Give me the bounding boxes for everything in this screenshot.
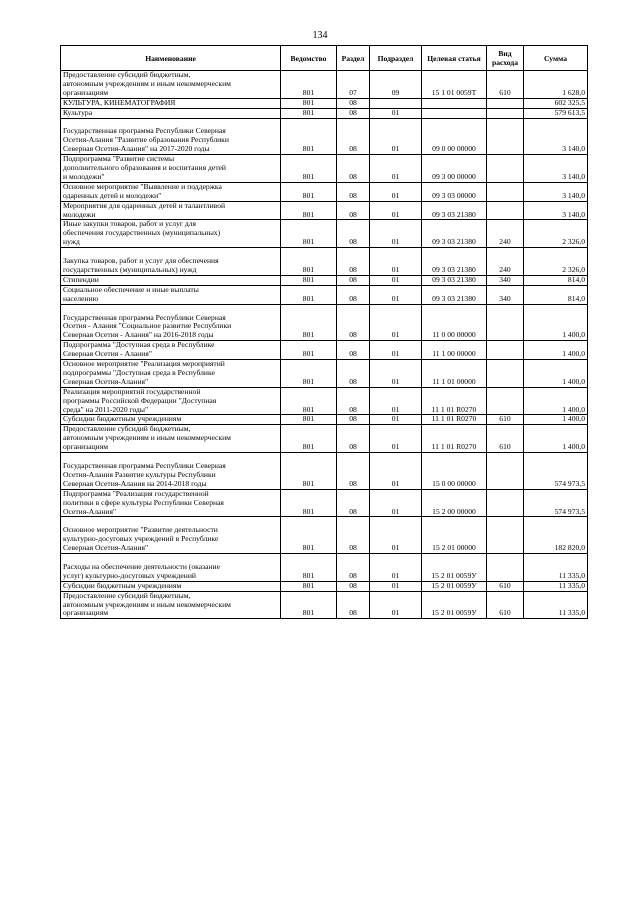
row-podrazdel: 01 [370, 415, 422, 425]
row-celevaya-statya [422, 108, 487, 118]
row-vedomstvo: 801 [281, 182, 337, 201]
row-vid-raskhoda [487, 360, 524, 388]
row-celevaya-statya: 09 3 03 21380 [422, 248, 487, 276]
row-razdel: 08 [337, 489, 370, 517]
row-name-line: Северная Осетия-Алания" [63, 376, 149, 386]
row-celevaya-statya: 11 1 01 R0270 [422, 425, 487, 453]
row-name-line: Предоставление субсидий бюджетным, [63, 424, 191, 434]
row-vid-raskhoda [487, 98, 524, 108]
row-podrazdel: 01 [370, 220, 422, 248]
row-summa: 2 326,0 [524, 248, 588, 276]
page-number: 134 [312, 30, 328, 41]
row-name-line: Мероприятия для одаренных детей и талантливой [63, 201, 226, 210]
row-celevaya-statya: 15 2 00 00000 [422, 489, 487, 517]
row-celevaya-statya: 15 2 01 00000 [422, 517, 487, 554]
table-row [61, 182, 588, 201]
row-podrazdel: 01 [370, 453, 422, 490]
row-name-line: населению [63, 293, 99, 303]
row-vid-raskhoda [487, 341, 524, 360]
row-razdel: 08 [337, 591, 370, 619]
row-razdel: 08 [337, 201, 370, 220]
row-vedomstvo: 801 [281, 453, 337, 490]
row-name-line: государственных (муниципальных) нужд [63, 265, 197, 274]
row-vedomstvo: 801 [281, 425, 337, 453]
row-razdel: 08 [337, 182, 370, 201]
row-vid-raskhoda: 610 [487, 425, 524, 453]
row-name-cell [61, 201, 281, 220]
row-vedomstvo: 801 [281, 98, 337, 108]
row-summa: 3 140,0 [524, 118, 588, 155]
row-vid-raskhoda [487, 489, 524, 517]
row-vid-raskhoda [487, 201, 524, 220]
row-name-line: Реализация мероприятий государственной [63, 387, 201, 396]
budget-table [60, 45, 588, 619]
row-podrazdel: 01 [370, 591, 422, 619]
row-celevaya-statya [422, 98, 487, 108]
row-name-cell [61, 360, 281, 388]
row-name-cell [61, 387, 281, 415]
row-celevaya-statya: 09 3 00 00000 [422, 155, 487, 183]
row-razdel: 08 [337, 285, 370, 304]
row-podrazdel: 01 [370, 275, 422, 285]
row-name-line: КУЛЬТУРА, КИНЕМАТОГРАФИЯ [63, 98, 176, 107]
row-name-line: молодежи [63, 209, 96, 219]
row-vid-raskhoda [487, 182, 524, 201]
table-row [61, 201, 588, 220]
row-name-line: Субсидии бюджетным учреждениям [63, 581, 182, 590]
row-razdel: 08 [337, 387, 370, 415]
row-name-line: одаренных детей и молодежи" [63, 190, 162, 200]
row-summa: 3 140,0 [524, 155, 588, 183]
row-name-cell [61, 341, 281, 360]
row-vedomstvo: 801 [281, 220, 337, 248]
row-podrazdel: 01 [370, 425, 422, 453]
row-name-line: услуг) культурно-досуговых учреждений [63, 570, 196, 580]
row-razdel: 08 [337, 304, 370, 341]
table-row [61, 360, 588, 388]
table-row [61, 275, 588, 285]
row-celevaya-statya: 09 0 00 00000 [422, 118, 487, 155]
row-name-line: среда" на 2011-2020 годы" [63, 404, 149, 414]
row-summa: 1 400,0 [524, 387, 588, 415]
row-podrazdel [370, 98, 422, 108]
row-name-line: Культура [63, 108, 93, 117]
row-celevaya-statya: 11 0 00 00000 [422, 304, 487, 341]
row-name-line: автономным учреждениям и иным некоммерческим [63, 78, 231, 88]
row-name-line: Северная Осетия-Алания" на 2017-2020 годы [63, 144, 210, 154]
row-celevaya-statya: 09 3 03 00000 [422, 182, 487, 201]
row-summa: 602 325,5 [524, 98, 588, 108]
row-podrazdel: 01 [370, 387, 422, 415]
row-summa: 3 140,0 [524, 182, 588, 201]
row-podrazdel: 01 [370, 108, 422, 118]
row-name-line: Государственная программа Республики Северная [63, 126, 226, 136]
header-vedomstvo: Ведомство [281, 46, 337, 71]
row-vedomstvo: 801 [281, 118, 337, 155]
row-razdel: 08 [337, 248, 370, 276]
row-vedomstvo: 801 [281, 387, 337, 415]
row-celevaya-statya: 15 0 00 00000 [422, 453, 487, 490]
row-razdel: 08 [337, 453, 370, 490]
row-vid-raskhoda [487, 554, 524, 582]
row-summa: 11 335,0 [524, 554, 588, 582]
row-vid-raskhoda: 610 [487, 591, 524, 619]
row-summa: 1 400,0 [524, 304, 588, 341]
row-vid-raskhoda [487, 517, 524, 554]
row-razdel: 08 [337, 425, 370, 453]
table-row [61, 304, 588, 341]
row-celevaya-statya: 11 1 01 00000 [422, 360, 487, 388]
row-name-line: Основное мероприятие "Выявление и поддержка [63, 182, 222, 191]
row-name-line: Предоставление субсидий бюджетным, [63, 591, 191, 600]
row-vid-raskhoda [487, 453, 524, 490]
row-name-line: и молодежи" [63, 171, 105, 181]
row-vedomstvo: 801 [281, 489, 337, 517]
row-vedomstvo: 801 [281, 591, 337, 619]
table-row [61, 591, 588, 619]
row-name-line: Осетия-Алания Развитие культуры Республики [63, 469, 216, 479]
row-celevaya-statya: 15 1 01 0059Т [422, 71, 487, 99]
row-name-cell [61, 108, 281, 118]
row-summa: 3 140,0 [524, 201, 588, 220]
row-name-line: политики в сфере культуры Республики Северная [63, 497, 224, 507]
row-summa: 1 400,0 [524, 415, 588, 425]
row-podrazdel: 01 [370, 248, 422, 276]
row-vid-raskhoda: 340 [487, 275, 524, 285]
row-razdel: 08 [337, 155, 370, 183]
row-celevaya-statya: 11 1 00 00000 [422, 341, 487, 360]
table-row [61, 285, 588, 304]
row-summa: 574 973,5 [524, 453, 588, 490]
table-row [61, 108, 588, 118]
row-vedomstvo: 801 [281, 517, 337, 554]
row-name-line: Государственная программа Республики Северная [63, 312, 226, 322]
row-celevaya-statya: 09 3 03 21380 [422, 220, 487, 248]
row-name-line: Закупка товаров, работ и услуг для обеспечения [63, 256, 219, 266]
row-name-cell [61, 489, 281, 517]
row-name-cell [61, 118, 281, 155]
row-name-line: Северная Осетия - Алания" [63, 349, 152, 359]
table-row [61, 71, 588, 99]
row-vid-raskhoda: 340 [487, 285, 524, 304]
row-celevaya-statya: 15 2 01 0059У [422, 591, 487, 619]
row-razdel: 08 [337, 360, 370, 388]
row-podrazdel: 01 [370, 201, 422, 220]
row-name-line: Государственная программа Республики Северная [63, 461, 226, 470]
row-vedomstvo: 801 [281, 415, 337, 425]
row-podrazdel: 01 [370, 554, 422, 582]
header-vid-raskhoda: Вид расхода [487, 46, 524, 71]
row-summa: 1 400,0 [524, 341, 588, 360]
table-row [61, 220, 588, 248]
row-name-line: автономным учреждениям и иным некоммерческим [63, 433, 231, 443]
row-razdel: 08 [337, 415, 370, 425]
row-name-cell [61, 581, 281, 591]
row-vedomstvo: 801 [281, 71, 337, 99]
row-name-line: Осетия-Алания "Развитие образования Республики [63, 135, 229, 145]
row-podrazdel: 01 [370, 360, 422, 388]
row-name-cell [61, 591, 281, 619]
row-summa: 1 628,0 [524, 71, 588, 99]
row-razdel: 08 [337, 341, 370, 360]
row-vedomstvo: 801 [281, 201, 337, 220]
row-name-line: нужд [63, 237, 80, 247]
row-vid-raskhoda [487, 387, 524, 415]
table-row [61, 425, 588, 453]
row-name-line: организациям [63, 608, 109, 618]
row-vedomstvo: 801 [281, 275, 337, 285]
row-name-line: Подпрограмма "Развитие системы [63, 154, 175, 164]
row-name-cell [61, 453, 281, 490]
row-summa: 574 973,5 [524, 489, 588, 517]
row-razdel: 07 [337, 71, 370, 99]
table-header-row [61, 46, 588, 71]
row-name-cell [61, 275, 281, 285]
row-name-line: Северная Осетия - Алания" на 2016-2018 годы [63, 330, 214, 340]
table-row [61, 98, 588, 108]
row-podrazdel: 01 [370, 341, 422, 360]
row-podrazdel: 01 [370, 581, 422, 591]
table-row [61, 453, 588, 490]
header-summa: Сумма [524, 46, 588, 71]
row-podrazdel: 01 [370, 118, 422, 155]
row-name-line: Подпрограмма "Реализация государственной [63, 489, 209, 498]
row-vid-raskhoda: 240 [487, 220, 524, 248]
row-name-cell [61, 98, 281, 108]
table-row [61, 554, 588, 582]
row-vid-raskhoda [487, 118, 524, 155]
row-name-cell [61, 182, 281, 201]
row-vedomstvo: 801 [281, 285, 337, 304]
row-name-line: Осетия - Алания "Социальное развитие Республики [63, 321, 232, 331]
row-summa: 1 400,0 [524, 425, 588, 453]
row-vedomstvo: 801 [281, 554, 337, 582]
row-name-line: дополнительного образования и воспитания детей [63, 163, 226, 173]
row-vedomstvo: 801 [281, 341, 337, 360]
row-vid-raskhoda [487, 108, 524, 118]
row-podrazdel: 01 [370, 489, 422, 517]
row-name-line: организациям [63, 442, 109, 452]
row-name-cell [61, 517, 281, 554]
row-razdel: 08 [337, 554, 370, 582]
row-vid-raskhoda: 610 [487, 415, 524, 425]
row-name-line: автономным учреждениям и иным некоммерческим [63, 599, 231, 609]
row-razdel: 08 [337, 517, 370, 554]
row-name-cell [61, 155, 281, 183]
table-row [61, 341, 588, 360]
row-celevaya-statya: 09 3 03 21380 [422, 285, 487, 304]
row-name-line: Стипендии [63, 275, 99, 284]
row-razdel: 08 [337, 108, 370, 118]
row-name-cell [61, 220, 281, 248]
row-vedomstvo: 801 [281, 581, 337, 591]
header-podrazdel: Подраздел [370, 46, 422, 71]
row-vedomstvo: 801 [281, 108, 337, 118]
row-summa: 814,0 [524, 285, 588, 304]
row-name-cell [61, 304, 281, 341]
header-celevaya-statya: Целевая статья [422, 46, 487, 71]
row-vedomstvo: 801 [281, 248, 337, 276]
row-name-line: Осетия-Алания" [63, 506, 117, 516]
row-vid-raskhoda [487, 155, 524, 183]
row-vid-raskhoda: 610 [487, 71, 524, 99]
row-vedomstvo: 801 [281, 360, 337, 388]
row-name-line: подпрограммы "Доступная среда в Республике [63, 367, 215, 377]
row-name-line: Расходы на обеспечение деятельности (оказание [63, 561, 220, 571]
row-name-cell [61, 415, 281, 425]
row-razdel: 08 [337, 118, 370, 155]
row-name-line: Подпрограмма "Доступная среда в Республике [63, 340, 215, 350]
table-row [61, 155, 588, 183]
table-row [61, 248, 588, 276]
row-celevaya-statya: 11 1 01 R0270 [422, 415, 487, 425]
row-podrazdel: 01 [370, 304, 422, 341]
table-row [61, 581, 588, 591]
row-name-cell [61, 554, 281, 582]
row-vid-raskhoda: 240 [487, 248, 524, 276]
row-vedomstvo: 801 [281, 155, 337, 183]
row-name-cell [61, 71, 281, 99]
row-razdel: 08 [337, 98, 370, 108]
row-vedomstvo: 801 [281, 304, 337, 341]
row-vid-raskhoda [487, 304, 524, 341]
row-name-line: программы Российской Федерации "Доступная [63, 395, 217, 405]
table-row [61, 387, 588, 415]
row-podrazdel: 01 [370, 155, 422, 183]
row-name-line: организациям [63, 87, 109, 97]
row-celevaya-statya: 09 3 03 21380 [422, 201, 487, 220]
row-name-line: Основное мероприятие "Реализация мероприятий [63, 359, 225, 369]
row-razdel: 08 [337, 220, 370, 248]
row-summa: 11 335,0 [524, 591, 588, 619]
row-celevaya-statya: 09 3 03 21380 [422, 275, 487, 285]
row-name-line: Предоставление субсидий бюджетным, [63, 70, 191, 79]
row-vid-raskhoda: 610 [487, 581, 524, 591]
row-podrazdel: 01 [370, 285, 422, 304]
table-row [61, 517, 588, 554]
row-summa: 182 820,0 [524, 517, 588, 554]
row-summa: 814,0 [524, 275, 588, 285]
row-summa: 11 335,0 [524, 581, 588, 591]
table-row [61, 489, 588, 517]
row-podrazdel: 09 [370, 71, 422, 99]
row-name-line: Основное мероприятие "Развитие деятельности [63, 525, 218, 535]
row-name-line: Социальное обеспечение и иные выплаты [63, 285, 199, 294]
row-name-line: обеспечения государственных (муниципальных) [63, 228, 221, 238]
row-celevaya-statya: 11 1 01 R0270 [422, 387, 487, 415]
row-summa: 1 400,0 [524, 360, 588, 388]
header-razdel: Раздел [337, 46, 370, 71]
table-body [61, 71, 588, 619]
row-name-line: культурно-досуговых учреждений в Республике [63, 534, 219, 544]
row-name-line: Северная Осетия-Алания" [63, 543, 149, 553]
row-razdel: 08 [337, 581, 370, 591]
row-celevaya-statya: 15 2 01 0059У [422, 554, 487, 582]
row-name-cell [61, 285, 281, 304]
row-name-cell [61, 248, 281, 276]
row-razdel: 08 [337, 275, 370, 285]
header-name: Наименование [61, 46, 281, 71]
row-summa: 579 613,5 [524, 108, 588, 118]
row-summa: 2 326,0 [524, 220, 588, 248]
row-podrazdel: 01 [370, 517, 422, 554]
row-name-line: Субсидии бюджетным учреждениям [63, 414, 182, 424]
row-name-line: Северная Осетия-Алания на 2014-2018 годы [63, 478, 207, 488]
table-row [61, 118, 588, 155]
row-name-cell [61, 425, 281, 453]
row-name-line: Иные закупки товаров, работ и услуг для [63, 219, 197, 229]
row-podrazdel: 01 [370, 182, 422, 201]
table-row [61, 415, 588, 425]
row-celevaya-statya: 15 2 01 0059У [422, 581, 487, 591]
